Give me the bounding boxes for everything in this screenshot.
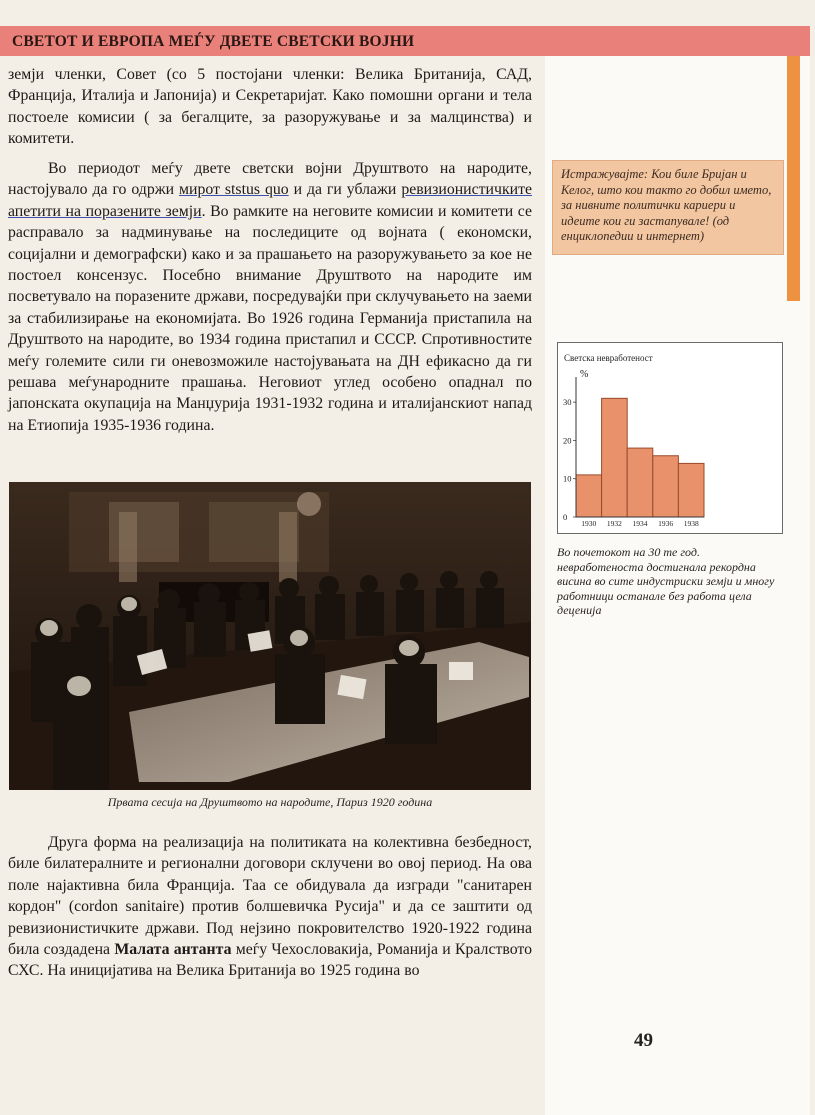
bar-1932 <box>602 398 628 517</box>
page-number: 49 <box>634 1030 653 1051</box>
x-tick-label: 1936 <box>658 519 674 528</box>
paragraph-security <box>8 832 532 982</box>
paragraph-2-part-c: . Во рамките на неговите комисии и комитети се расправало за надминување на последиците од војната ( економски, социјални и демографски) како и за прашањето на разоружувањето за кое не постоел консензус. Посебно внимание Друштвото на народите им посветувало на поразените држави, посредувајќи при склучувањето на заеми за стабилизирање на економијата. Во 1926 година Германија пристапила на Друштвото на народите, во 1934 година пристапил и СССР. Спротивностите меѓу големите сили ги оневозможиле настојувањата на ДН ефикасно да ги решава меѓународните прашања. Неговиот углед особено опаднал по јапонската окупација на Манџурија 1931-1932 година и италијанскиот напад на Етиопија 1935-1936 година. <box>8 202 532 434</box>
y-tick-label: 20 <box>563 435 572 446</box>
y-axis-label: % <box>580 369 589 380</box>
x-tick-label: 1938 <box>683 519 699 528</box>
paragraph-2 <box>8 158 532 436</box>
x-tick-label: 1930 <box>581 519 597 528</box>
revisionism-underlined: ревизионистичките апетити на поразените земји <box>8 181 532 220</box>
bar-1930 <box>576 475 602 517</box>
bar-1936 <box>653 456 679 517</box>
y-tick-label: 10 <box>563 473 572 484</box>
bar-1934 <box>627 448 653 517</box>
paragraph-3-part-a: Друга форма на реализација на политиката на колективна безбедност, биле билатералните и регионални договори склучени во овој период. На ова поле најактивна била Франција. Таа се обидувала да изгради "санитарен кордон" (cordon sanitaire) против болшевичка Русија" и да се заштити од ревизионистичките држави. Под нејзино покровителство 1920-1922 година била создадена <box>8 834 532 959</box>
photo-illustration <box>9 482 531 790</box>
photo-caption: Првата сесија на Друштвото на народите, Париз 1920 година <box>107 795 433 809</box>
sidebar-accent-edge <box>787 56 800 301</box>
paragraph-1: земји членки, Совет (со 5 постојани членки: Велика Британија, САД, Франција, Италија и Јапонија) и Секретаријат. Како помошни органи и тела постоеле комисии ( за бегалците, за разоружување и за малцинства) и комитети. <box>8 66 532 148</box>
status-quo-underlined: мирот ststus quo <box>179 181 289 199</box>
paragraph-2-part-a: Во периодот меѓу двете светски војни Друштвото на народите, настојувало да го одржи <box>8 160 532 199</box>
y-tick-label: 30 <box>563 397 572 408</box>
paragraph-3-part-b: меѓу Чехословакија, Романија и Кралството СХС. На иницијатива на Велика Британија во 1925 година во <box>8 941 532 980</box>
research-callout <box>552 160 784 255</box>
unemployment-chart <box>557 342 783 534</box>
x-tick-label: 1934 <box>632 519 648 528</box>
chart-caption: Во почетокот на 30 те год. невработеноста достигнала рекордна висина во сите индустриски земји и многу работници останале без работа цела деценија <box>557 545 775 618</box>
paragraph-3 <box>8 832 532 982</box>
y-tick-label: 0 <box>563 512 568 522</box>
callout-text: Истражувајте: Кои биле Бријан и Келог, што кои такто го добил името, за нивните политички кариери и идеите кои ги застапувале! (од енциклопедии и интернет) <box>561 167 772 243</box>
chart-title: Светска невработеност <box>564 353 653 363</box>
chapter-title: СВЕТОТ И ЕВРОПА МЕЃУ ДВЕТЕ СВЕТСКИ ВОЈНИ <box>12 33 415 50</box>
paragraph-2-part-b: и да ги ублажи <box>288 181 402 199</box>
x-tick-label: 1932 <box>606 519 622 528</box>
chart-canvas <box>558 343 782 533</box>
bar-1938 <box>678 463 704 517</box>
paragraph-interwar <box>8 158 532 436</box>
league-session-photo <box>9 482 531 790</box>
little-entente-term: Малата антанта <box>114 941 232 959</box>
paragraph-council <box>8 64 532 150</box>
